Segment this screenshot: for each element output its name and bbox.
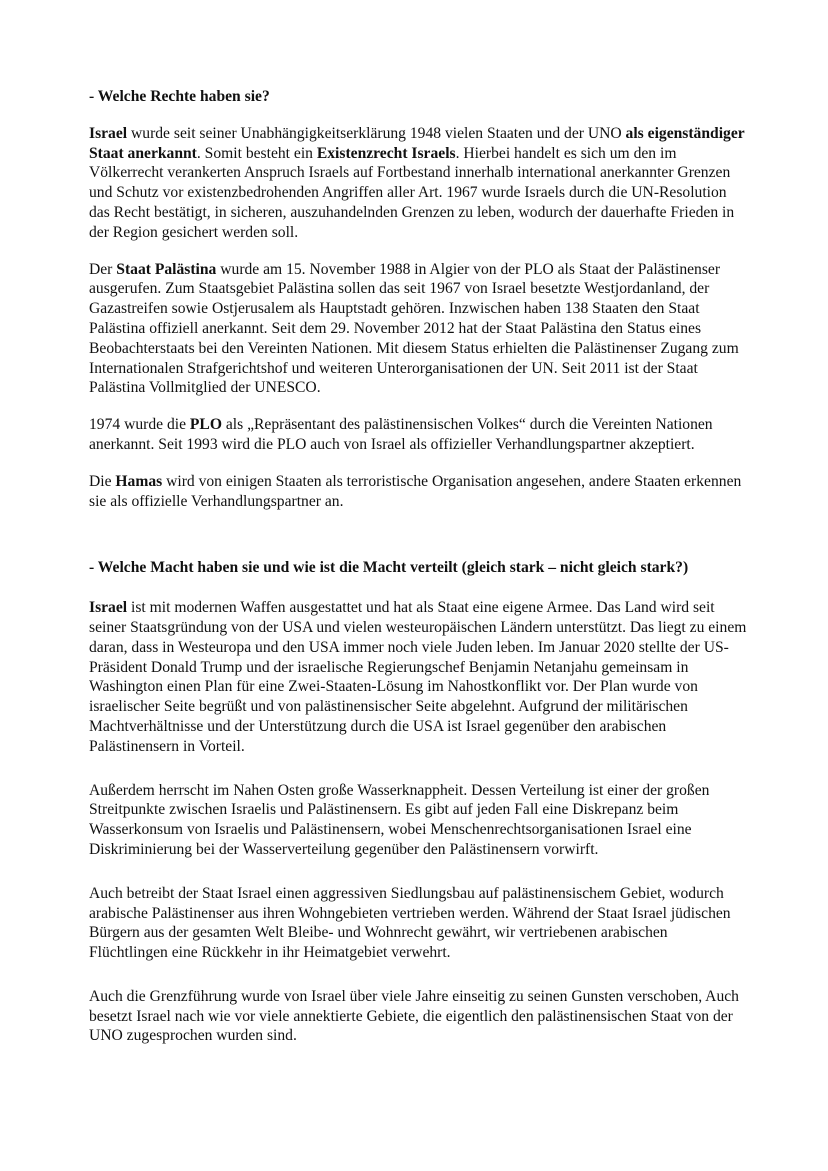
text-run: . Hierbei handelt es sich um den im Völkerrecht verankerten Anspruch Israels auf Fortbestand innerhalb international anerkannter Grenzen und Schutz vor existenzbedrohenden Angriffen aller Art. 1967 wurde Israels durch die UN-Resolution das Recht bestätigt, in sicheren, auszuhandelnden Grenzen zu leben, wodurch der dauerhafte Frieden in der Region gesichert werden soll. (89, 144, 735, 241)
paragraph-israel-rights (89, 124, 749, 243)
text-run: wurde am 15. November 1988 in Algier von der PLO als Staat der Palästinenser ausgerufen. Zum Staatsgebiet Palästina sollen das seit 1967 von Israel besetzte Westjordanland, der Gazastreifen sowie Ostjerusalem als Hauptstadt gehören. Inzwischen haben 138 Staaten den Staat Palästina offiziell anerkannt. Seit dem 29. November 2012 hat der Staat Palästina den Status eines Beobachterstaats bei den Vereinten Nationen. Mit diesem Status erhielten die Palästinenser Zugang zum Internationalen Strafgerichtshof und weiteren Unterorganisationen der UN. Seit 2011 ist der Staat Palästina Vollmitglied der UNESCO. (89, 260, 739, 397)
text-run: Die (89, 472, 116, 490)
bold-term: Staat Palästina (116, 260, 217, 278)
paragraph-israel-power (89, 598, 749, 756)
paragraph-settlements: Auch betreibt der Staat Israel einen aggressiven Siedlungsbau auf palästinensischem Gebiet, wodurch arabische Palästinenser aus ihren Wohngebieten vertrieben werden. Während der Staat Israel jüdischen Bürgern aus der gesamten Welt Bleibe- und Wohnrecht gewährt, wir vertriebenen arabischen Flüchtlingen eine Rückkehr in ihr Heimatgebiet verwehrt. (89, 884, 731, 962)
text-run: Der (89, 260, 117, 278)
text-run: wird von einigen Staaten als terroristische Organisation angesehen, andere Staaten erkennen sie als offizielle Verhandlungspartner an. (89, 472, 742, 510)
bold-term: PLO (189, 416, 222, 434)
section-heading-rights: - Welche Rechte haben sie? (89, 88, 270, 105)
text-run: als „Repräsentant des palästinensischen Volkes“ durch die Vereinten Nationen anerkannt. Seit 1993 wird die PLO auch von Israel als offizieller Verhandlungspartner akzeptiert. (89, 416, 713, 453)
text-run: ist mit modernen Waffen ausgestattet und hat als Staat eine eigene Armee. Das Land wird seit seiner Staatsgründung von der USA und vielen westeuropäischen Ländern unterstützt. Das liegt zu einem daran, dass in Westeuropa und den USA immer noch viele Juden leben. Im Januar 2020 stellte der US-Präsident Donald Trump und der israelische Regierungschef Benjamin Netanjahu gemeinsam in Washington einen Plan für eine Zwei-Staaten-Lösung im Nahostkonflikt vor. Der Plan wurde von israelischer Seite begrüßt und von palästinensischer Seite abgelehnt. Aufgrund der militärischen Machtverhältnisse und der Unterstützung durch die USA ist Israel gegenüber den arabischen Palästinensern in Vorteil. (89, 599, 747, 755)
bold-term: Hamas (115, 472, 163, 490)
paragraph-borders: Auch die Grenzführung wurde von Israel über viele Jahre einseitig zu seinen Gunsten verschoben, Auch besetzt Israel nach wie vor viele annektierte Gebiete, die eigentlich den palästinensischen Staat von der UNO zugesprochen wurden sind. (89, 987, 739, 1045)
paragraph-water: Außerdem herrscht im Nahen Osten große Wasserknappheit. Dessen Verteilung ist einer der großen Streitpunkte zwischen Israelis und Palästinensern. Es gibt auf jeden Fall eine Diskrepanz beim Wasserkonsum von Israelis und Palästinensern, wobei Menschenrechtsorganisationen Israel eine Diskriminierung bei der Wasserverteilung gegenüber den Palästinensern vorwirft. (89, 781, 710, 858)
paragraph-palestine-state (89, 260, 749, 399)
bold-term: Israel (89, 599, 128, 617)
text-run: 1974 wurde die (89, 416, 190, 434)
bold-term: als eigenständiger Staat anerkannt (89, 124, 745, 162)
text-run: . Somit besteht ein (196, 144, 317, 162)
section-heading-power: - Welche Macht haben sie und wie ist die Macht verteilt (gleich stark – nicht gleich stark?) (89, 559, 689, 577)
paragraph-plo (89, 415, 749, 455)
document-page (89, 87, 749, 1046)
text-run: wurde seit seiner Unabhängigkeitserklärung 1948 vielen Staaten und der UNO (127, 124, 626, 142)
bold-term: Existenzrecht Israels (316, 144, 456, 162)
paragraph-hamas (89, 472, 749, 512)
bold-term: Israel (89, 124, 128, 142)
